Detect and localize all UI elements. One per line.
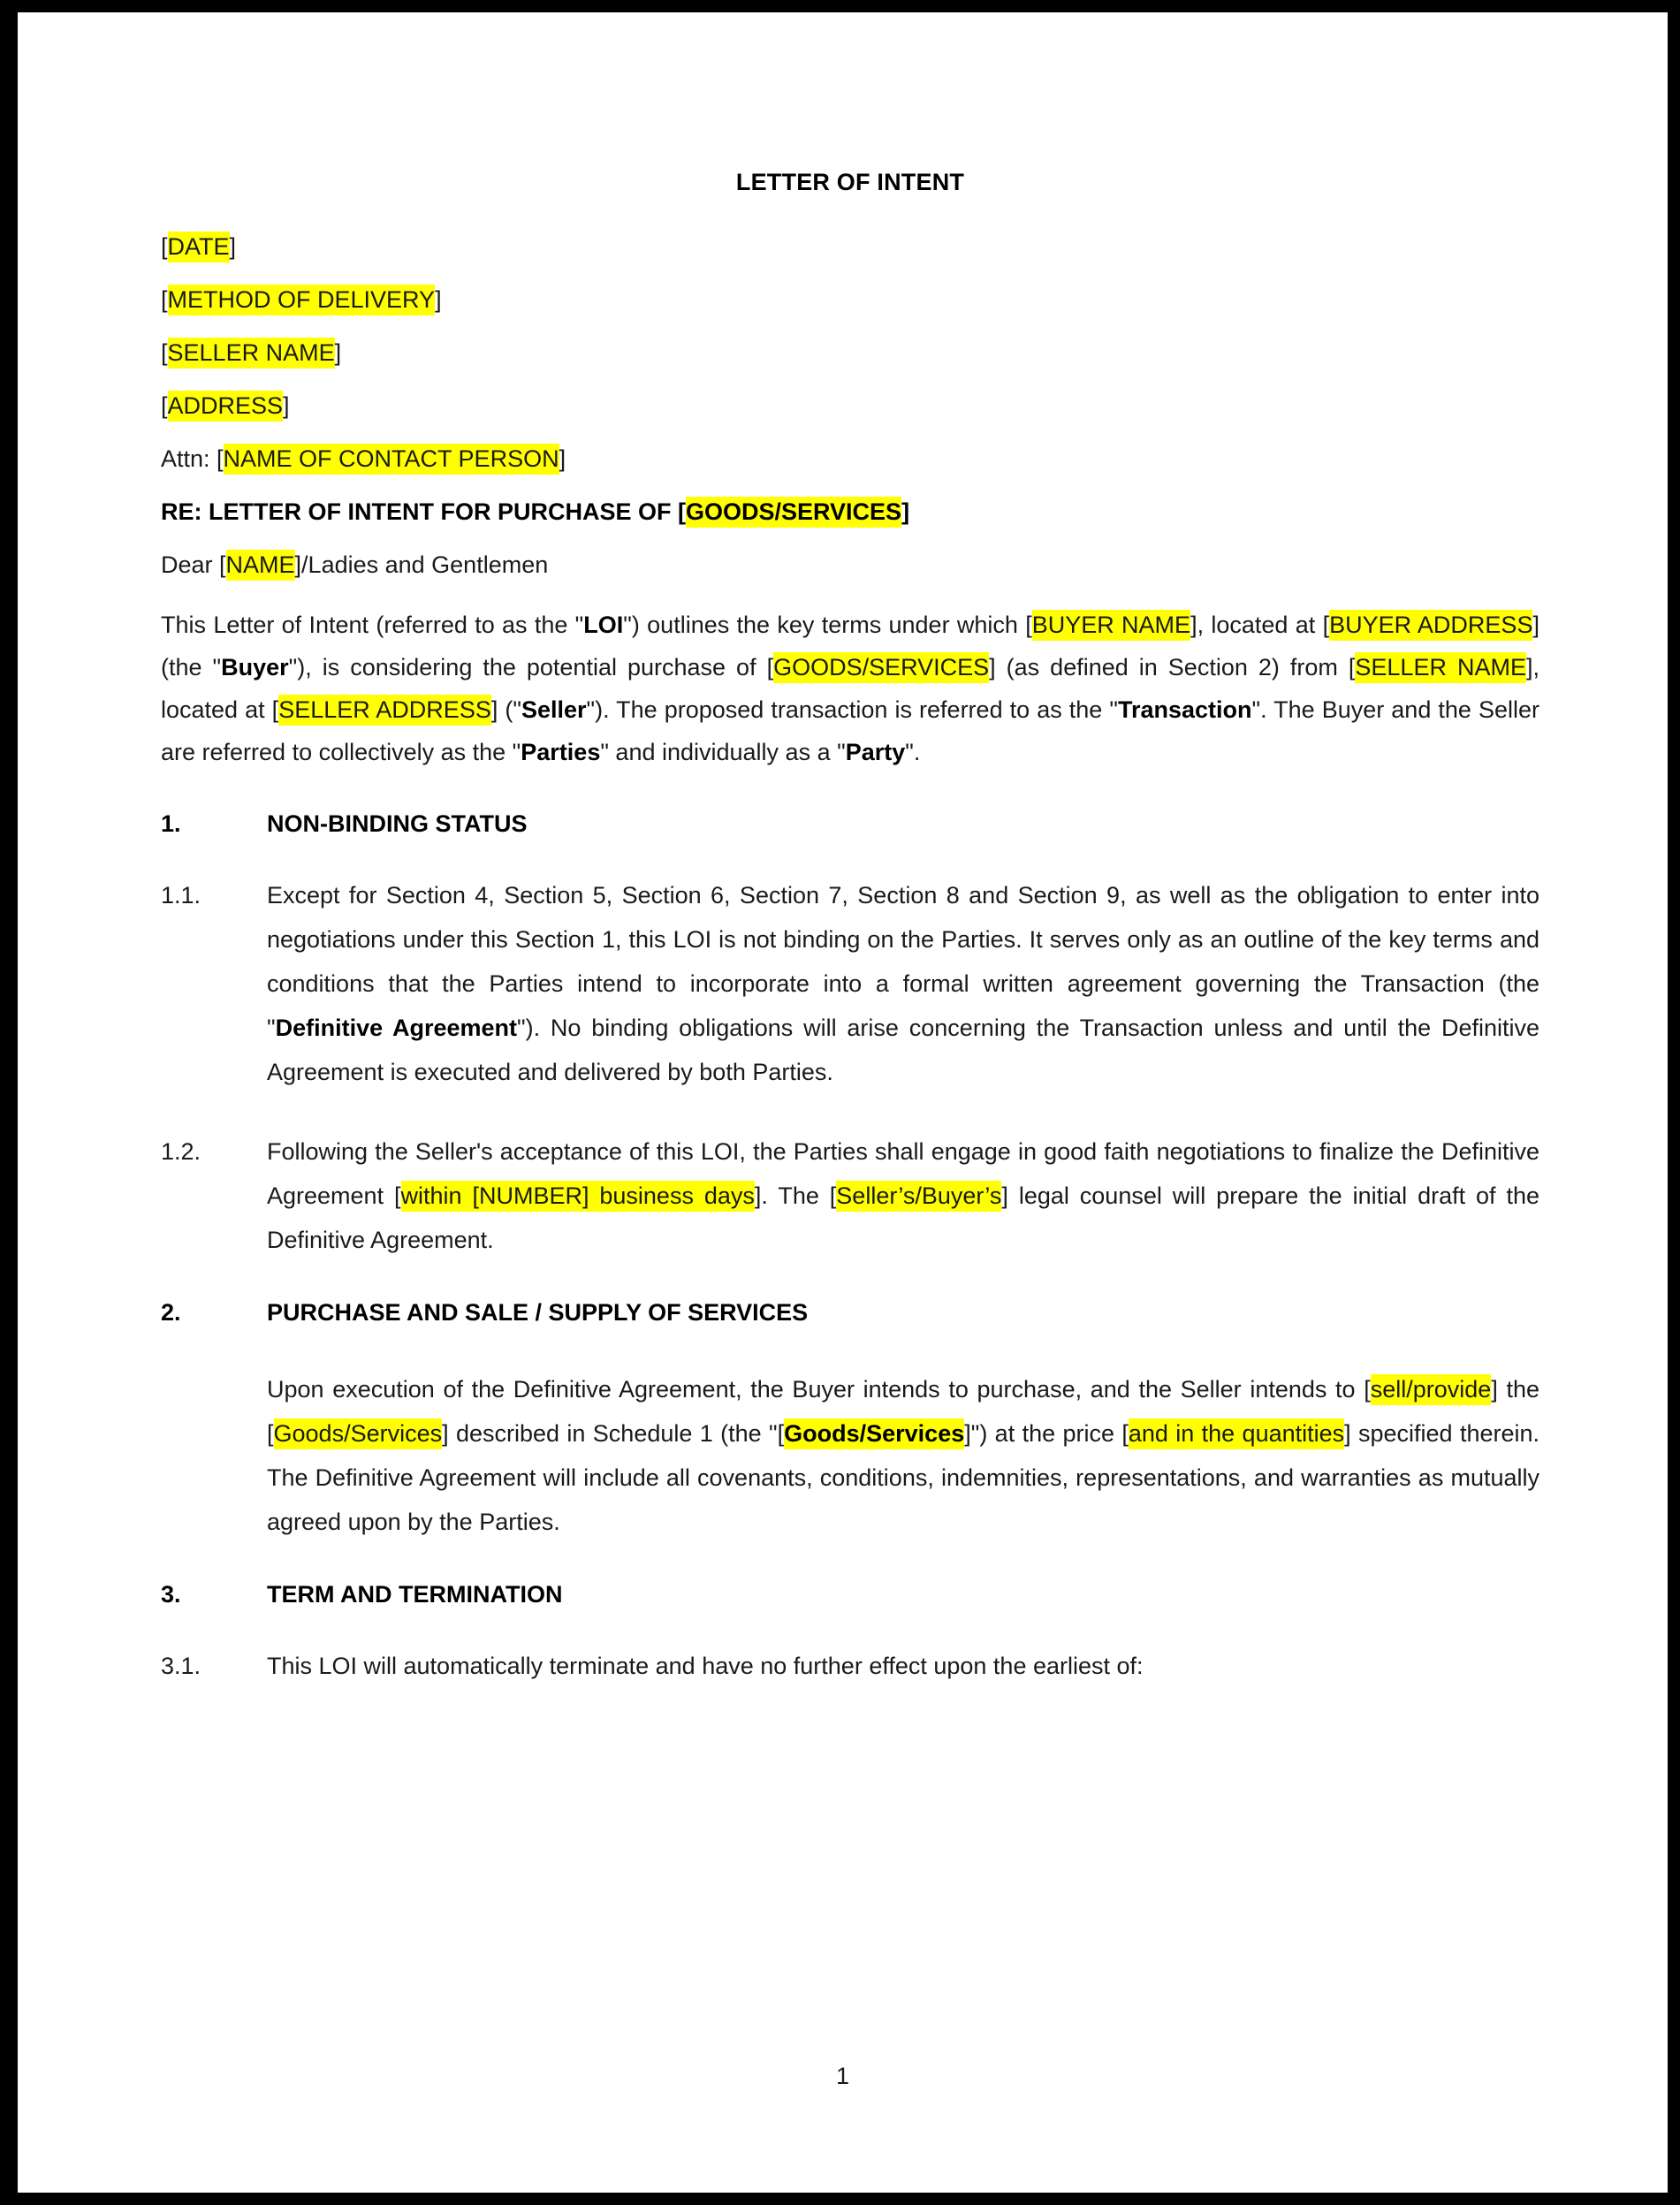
clause-1-1-text-2: "). No binding obligations will arise concerning the Transaction unless and until the Definitive Agreement is executed and delivered by both Parties. (267, 1015, 1539, 1085)
intro-text-8: ] (" (490, 696, 521, 723)
intro-text-9: "). The proposed transaction is referred to as the " (586, 696, 1118, 723)
section-heading-3 (161, 1581, 1539, 1608)
section-heading-1 (161, 810, 1539, 838)
section-2-text-2: ] the [ (267, 1376, 1540, 1447)
buyer-address-placeholder: BUYER ADDRESS (1329, 610, 1532, 641)
business-days-placeholder: within [NUMBER] business days (401, 1181, 755, 1212)
re-prefix: RE: LETTER OF INTENT FOR PURCHASE OF [ (161, 498, 686, 525)
intro-text-5: "), is considering the potential purchase of [ (288, 654, 774, 681)
term-buyer: Buyer (221, 654, 289, 681)
clause-1-2-text-3: ] legal counsel will prepare the initial draft of the Definitive Agreement. (267, 1182, 1539, 1253)
section-title-3: TERM AND TERMINATION (267, 1581, 563, 1608)
seller-address-placeholder: SELLER ADDRESS (278, 695, 491, 726)
date-placeholder: DATE (168, 232, 230, 262)
bracket-open: [ (161, 233, 168, 260)
bracket-open: [ (161, 286, 168, 313)
intro-text-4: ] (the " (161, 612, 1539, 681)
re-line (161, 500, 1539, 524)
section-2-paragraph (267, 1367, 1539, 1544)
clause-1-2 (161, 1129, 1539, 1262)
intro-text-11: " and individually as a " (600, 739, 846, 765)
intro-text-3: ], located at [ (1190, 612, 1330, 638)
term-loi: LOI (583, 612, 624, 638)
intro-text-1: This Letter of Intent (referred to as the " (161, 612, 584, 638)
goods-services-placeholder: GOODS/SERVICES (773, 652, 989, 683)
clause-number-1-1: 1.1. (161, 882, 201, 909)
section-number-3: 3. (161, 1581, 181, 1608)
term-definitive-agreement: Definitive Agreement (275, 1015, 517, 1041)
section-2-text-3: ] described in Schedule 1 (the "[ (442, 1420, 785, 1447)
quantities-placeholder: and in the quantities (1129, 1418, 1344, 1449)
intro-text-2: ") outlines the key terms under which [ (623, 612, 1032, 638)
seller-name-placeholder: SELLER NAME (1355, 652, 1526, 683)
bracket-close: ] (283, 392, 290, 419)
intro-text-7: ], located at [ (161, 654, 1539, 723)
intro-text-6: ] (as defined in Section 2) from [ (989, 654, 1356, 681)
goods-services-defined-term: Goods/Services (784, 1418, 964, 1449)
address-placeholder: ADDRESS (168, 391, 284, 422)
bracket-close: ] (334, 339, 342, 366)
clause-1-1 (161, 873, 1539, 1094)
salutation-line (161, 553, 1539, 577)
seller-or-buyer-placeholder: Seller’s/Buyer’s (836, 1181, 1001, 1212)
address-line (161, 394, 1539, 418)
clause-number-1-2: 1.2. (161, 1138, 201, 1165)
document-page (18, 12, 1668, 2193)
document-content (161, 12, 1539, 1688)
bracket-close: ] (435, 286, 442, 313)
bracket-open: [ (161, 339, 168, 366)
section-2-text-1: Upon execution of the Definitive Agreement, the Buyer intends to purchase, and the Seller intends to [ (267, 1376, 1371, 1403)
bracket-close: ] (229, 233, 237, 260)
sell-provide-placeholder: sell/provide (1371, 1374, 1492, 1405)
date-line (161, 235, 1539, 259)
section-number-1: 1. (161, 810, 181, 837)
section-2-text-4: ]") at the price [ (964, 1420, 1129, 1447)
attention-label: Attn: [ (161, 445, 224, 472)
re-suffix: ] (901, 498, 910, 525)
clause-3-1 (161, 1644, 1539, 1688)
section-title-2: PURCHASE AND SALE / SUPPLY OF SERVICES (267, 1299, 809, 1326)
clause-number-3-1: 3.1. (161, 1653, 201, 1679)
contact-person-placeholder: NAME OF CONTACT PERSON (224, 444, 559, 475)
method-of-delivery-placeholder: METHOD OF DELIVERY (168, 285, 436, 316)
salutation-name-placeholder: NAME (226, 550, 295, 581)
seller-name-placeholder: SELLER NAME (168, 338, 335, 369)
re-goods-services-placeholder: GOODS/SERVICES (686, 497, 901, 528)
term-seller: Seller (521, 696, 587, 723)
goods-services-placeholder-2: Goods/Services (274, 1418, 443, 1449)
buyer-name-placeholder: BUYER NAME (1032, 610, 1190, 641)
clause-body-1-2 (267, 1129, 1539, 1262)
clause-1-2-text-2: ]. The [ (754, 1182, 837, 1209)
seller-name-line (161, 341, 1539, 365)
clause-body-3-1: This LOI will automatically terminate and have no further effect upon the earliest of: (267, 1653, 1144, 1679)
clause-1-2-text-1: Following the Seller's acceptance of this LOI, the Parties shall engage in good faith negotiations to finalize the Definitive Agreement [ (267, 1138, 1539, 1209)
term-transaction: Transaction (1117, 696, 1252, 723)
term-parties: Parties (521, 739, 601, 765)
method-of-delivery-line (161, 288, 1539, 312)
bracket-open: [ (161, 392, 168, 419)
page-number-footer: 1 (835, 2063, 850, 2089)
term-party: Party (845, 739, 906, 765)
salutation-prefix: Dear [ (161, 551, 226, 578)
attention-line (161, 447, 1539, 471)
bracket-close: ] (559, 445, 566, 472)
section-title-1: NON-BINDING STATUS (267, 810, 528, 837)
intro-text-10: ". The Buyer and the Seller are referred to collectively as the " (161, 696, 1539, 765)
intro-paragraph (161, 604, 1539, 773)
intro-text-12: ". (905, 739, 921, 765)
page-title: LETTER OF INTENT (735, 169, 965, 195)
section-2-text-5: ] specified therein. The Definitive Agreement will include all covenants, conditions, indemnities, representations, and warranties as mutually agreed upon by the Parties. (267, 1420, 1539, 1535)
clause-1-1-text-1: Except for Section 4, Section 5, Section 6, Section 7, Section 8 and Section 9, as well as the obligation to enter into negotiations under this Section 1, this LOI is not binding on the Parties. It serves only as an outline of the key terms and conditions that the Parties intend to incorporate into a formal written agreement governing the Transaction (the " (267, 882, 1539, 1041)
salutation-suffix: ]/Ladies and Gentlemen (294, 551, 549, 578)
clause-body-1-1 (267, 873, 1539, 1094)
section-number-2: 2. (161, 1299, 181, 1326)
section-heading-2 (161, 1299, 1539, 1327)
